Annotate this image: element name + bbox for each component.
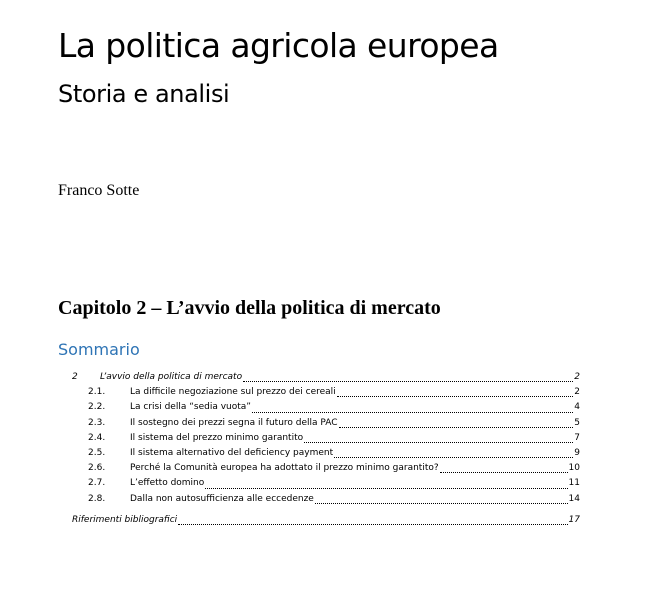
toc-entry-section-2-4[interactable]	[72, 431, 580, 446]
toc-entry-title: Dalla non autosufficienza alle eccedenze	[130, 493, 314, 504]
toc-entry-number: 2	[72, 372, 78, 382]
toc-entry-title: La difficile negoziazione sul prezzo dei cereali	[130, 387, 336, 398]
toc-entry-title: Riferimenti bibliografici	[72, 514, 178, 525]
toc-dot-leader	[243, 381, 573, 382]
toc-dot-leader	[178, 524, 567, 525]
toc-entry-number: 2.8.	[88, 493, 106, 504]
toc-entry-page: 9	[574, 447, 580, 458]
toc-entry-section-2-7[interactable]	[72, 476, 580, 491]
author-name: Franco Sotte	[58, 182, 140, 199]
toc-entry-section-2-2[interactable]	[72, 400, 580, 415]
toc-entry-references[interactable]	[72, 513, 580, 528]
toc-entry-number: 2.6.	[88, 463, 106, 474]
toc-entry-title: Il sistema del prezzo minimo garantito	[130, 432, 304, 443]
toc-entry-number: 2.1.	[88, 387, 106, 398]
toc-entry-page: 14	[568, 493, 580, 504]
toc-entry-section-2-3[interactable]	[72, 416, 580, 431]
toc-entry-page: 7	[574, 432, 580, 443]
toc-entry-number: 2.5.	[88, 447, 106, 458]
toc-dot-leader	[440, 472, 568, 473]
toc-dot-leader	[334, 457, 573, 458]
chapter-heading: Capitolo 2 – L’avvio della politica di mercato	[58, 297, 441, 319]
toc-entry-section-2-1[interactable]	[72, 385, 580, 400]
toc-dot-leader	[205, 488, 567, 489]
toc-entry-page: 2	[574, 387, 580, 398]
toc-entry-page: 11	[568, 478, 580, 489]
document-title: La politica agricola europea	[58, 26, 499, 65]
toc-entry-section-2-6[interactable]	[72, 461, 580, 476]
toc-entry-title: L’avvio della politica di mercato	[100, 372, 243, 382]
toc-heading: Sommario	[58, 340, 140, 359]
table-of-contents	[72, 370, 580, 528]
toc-dot-leader	[337, 396, 574, 397]
toc-entry-number: 2.4.	[88, 432, 106, 443]
toc-entry-title: L’effetto domino	[130, 478, 205, 489]
toc-entry-page: 5	[574, 417, 580, 428]
toc-dot-leader	[252, 412, 573, 413]
toc-entry-title: La crisi della “sedia vuota”	[130, 402, 251, 413]
toc-entry-section-2-5[interactable]	[72, 446, 580, 461]
toc-entry-number: 2.2.	[88, 402, 106, 413]
toc-entry-number: 2.7.	[88, 478, 106, 489]
document-subtitle: Storia e analisi	[58, 80, 230, 108]
toc-entry-page: 4	[574, 402, 580, 413]
toc-entry-page: 17	[568, 514, 580, 525]
toc-entry-chapter-2[interactable]	[72, 370, 580, 385]
toc-entry-section-2-8[interactable]	[72, 492, 580, 507]
toc-entry-page: 10	[568, 463, 580, 474]
toc-entry-title: Il sistema alternativo del deficiency payment	[130, 447, 334, 458]
toc-entry-title: Il sostegno dei prezzi segna il futuro della PAC	[130, 417, 338, 428]
toc-entry-title: Perché la Comunità europea ha adottato il prezzo minimo garantito?	[130, 463, 439, 474]
toc-dot-leader	[315, 503, 568, 504]
toc-entry-number: 2.3.	[88, 417, 106, 428]
toc-dot-leader	[304, 442, 573, 443]
toc-dot-leader	[339, 427, 574, 428]
toc-entry-page: 2	[574, 372, 580, 382]
